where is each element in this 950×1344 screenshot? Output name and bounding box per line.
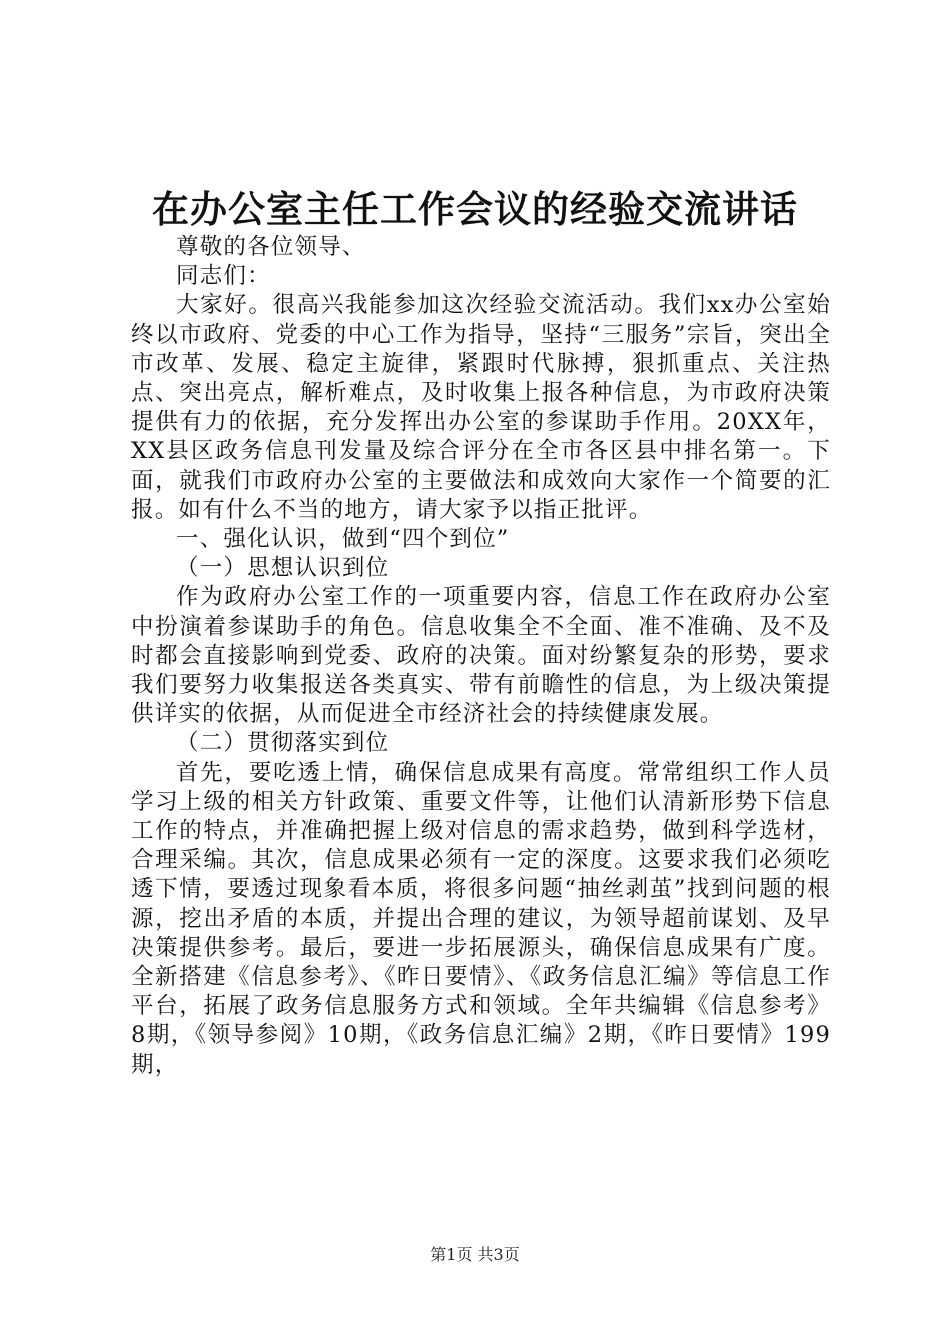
subsection-heading-2: （二）贯彻落实到位 [176,730,390,757]
document-body [131,233,831,1080]
document-title: 在办公室主任工作会议的经验交流讲话 [152,187,798,231]
salutation-line-1: 尊敬的各位领导、 [176,234,366,260]
intro-paragraph: 大家好。很高兴我能参加这次经验交流活动。我们xx办公室始终以市政府、党委的中心工作为指导，坚持“三服务”宗旨，突出全市改革、发展、稳定主旋律，紧跟时代脉搏，狠抓重点、关注热点、突出亮点，解析难点，及时收集上报各种信息，为市政府决策提供有力的依据，充分发挥出办公室的参谋助手作用。20XX年，XX县区政务信息刊发量及综合评分在全市各区县中排名第一。下面，就我们市政府办公室的主要做法和成效向大家作一个简要的汇报。如有什么不当的地方，请大家予以指正批评。 [131,292,831,523]
page-footer: 第1页 共3页 [430,1245,520,1264]
subsection-paragraph-1: 作为政府办公室工作的一项重要内容，信息工作在政府办公室中扮演着参谋助手的角色。信息收集全不全面、准不准确、及不及时都会直接影响到党委、政府的决策。面对纷繁复杂的形势，要求我们要努力收集报送各类真实、带有前瞻性的信息，为上级决策提供详实的依据，从而促进全市经济社会的持续健康发展。 [131,584,831,728]
salutation-line-2: 同志们： [176,263,271,290]
subsection-paragraph-2: 首先，要吃透上情，确保信息成果有高度。常常组织工作人员学习上级的相关方针政策、重要文件等，让他们认清新形势下信息工作的特点，并准确把握上级对信息的需求趋势，做到科学选材，合理采编。其次，信息成果必须有一定的深度。这要求我们必须吃透下情，要透过现象看本质，将很多问题“抽丝剥茧”找到问题的根源，挖出矛盾的本质，并提出合理的建议，为领导超前谋划、及早决策提供参考。最后，要进一步拓展源头，确保信息成果有广度。全新搭建《信息参考》、《昨日要情》、《政务信息汇编》等信息工作平台，拓展了政务信息服务方式和领域。全年共编辑《信息参考》8期，《领导参阅》10期，《政务信息汇编》2期，《昨日要情》199期， [131,759,831,1078]
section-heading-1: 一、强化认识，做到“四个到位” [176,526,510,553]
subsection-heading-1: （一）思想认识到位 [176,555,390,582]
